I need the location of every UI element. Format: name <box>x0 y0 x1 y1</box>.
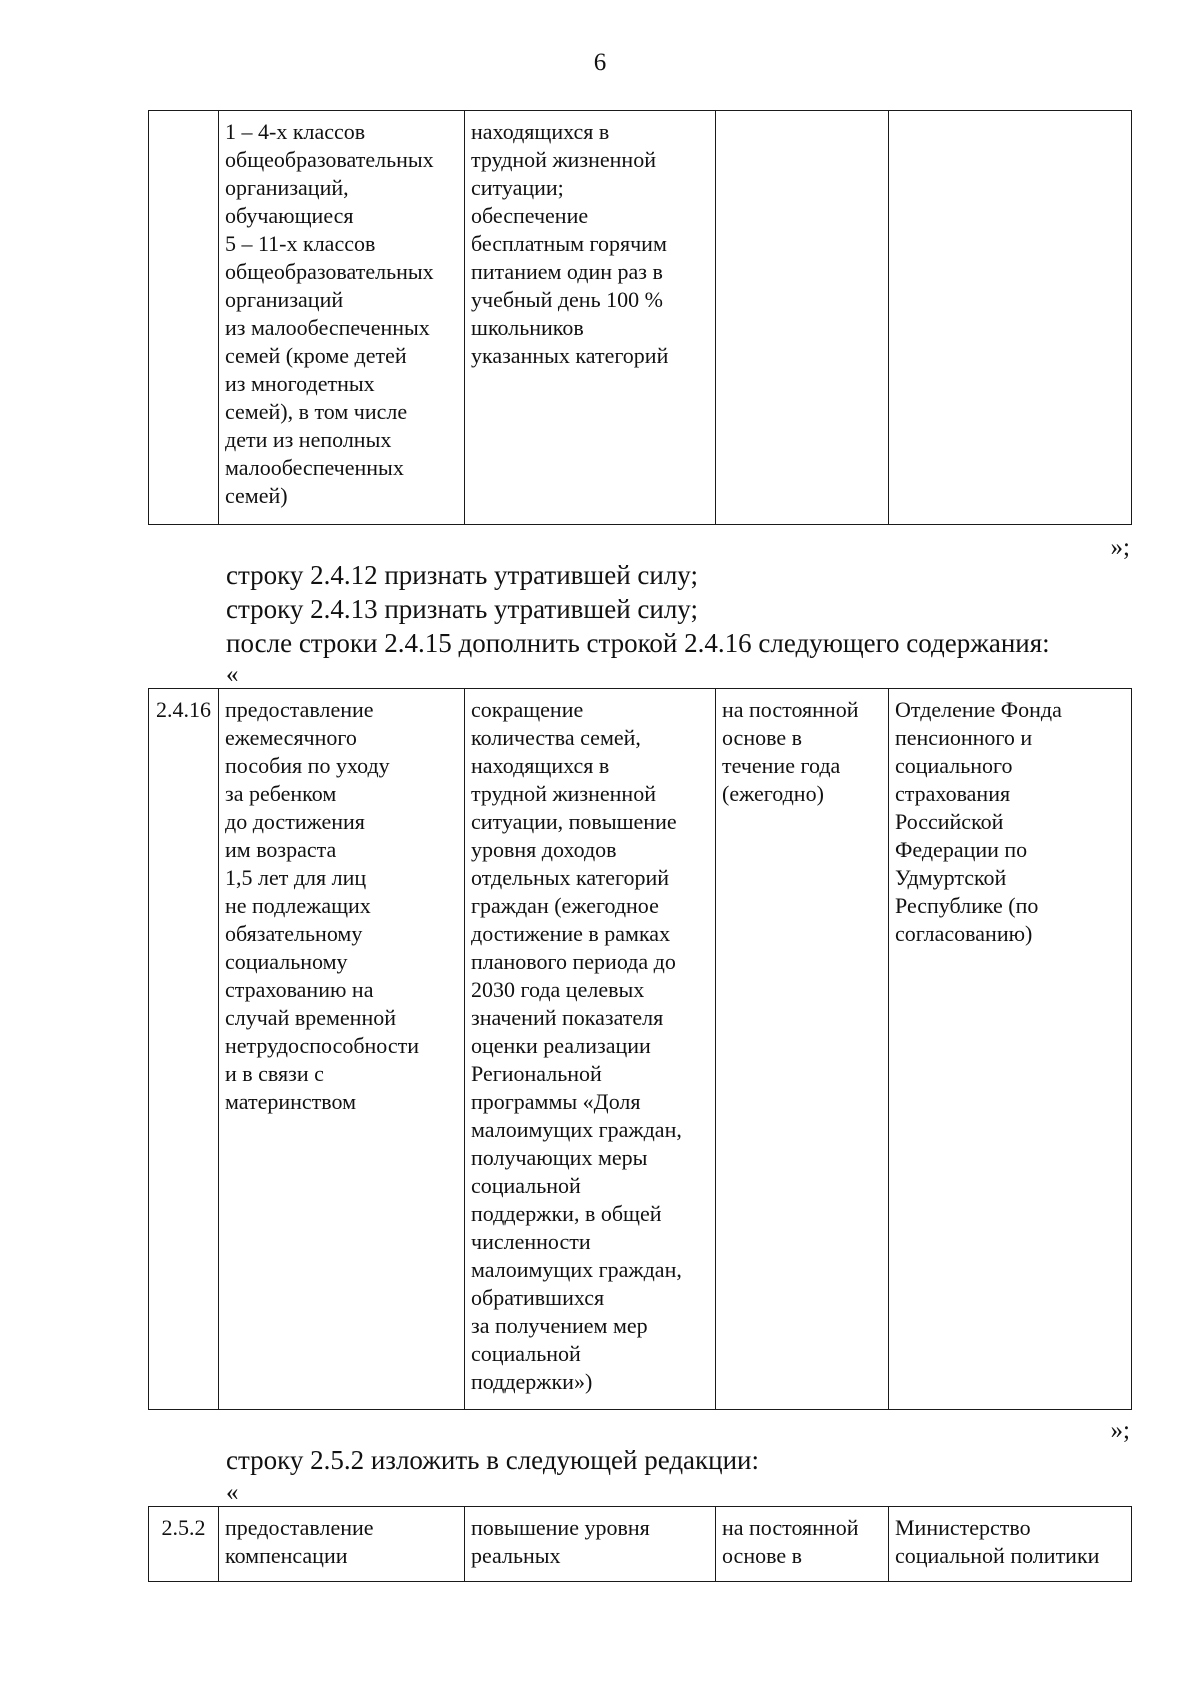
instruction-line: строку 2.4.13 признать утратившей силу; <box>226 594 698 624</box>
table-row <box>149 1507 1132 1582</box>
event-cell: предоставление ежемесячного пособия по уходу за ребенком до достижения им возраста 1,5 лет для лиц не подлежащих обязательному социальному страхованию на случай временной нетрудоспособности и в связи с материнством <box>219 689 465 1410</box>
closing-quote: »; <box>1110 1417 1130 1444</box>
opening-quote: « <box>226 661 239 688</box>
opening-quote: « <box>226 1479 239 1506</box>
page-number: 6 <box>593 49 607 76</box>
closing-quote: »; <box>1110 534 1130 561</box>
executor-cell <box>889 111 1132 525</box>
event-cell: предоставление компенсации <box>219 1507 465 1582</box>
instruction-line: строку 2.4.12 признать утратившей силу; <box>226 560 698 590</box>
row-number-cell <box>149 111 219 525</box>
instruction-line: строку 2.5.2 изложить в следующей редакции: <box>226 1445 760 1475</box>
instruction-line: после строки 2.4.15 дополнить строкой 2.4.16 следующего содержания: <box>226 628 1050 658</box>
result-cell: находящихся в трудной жизненной ситуации; обеспечение бесплатным горячим питанием один раз в учебный день 100 % школьников указанных категорий <box>465 111 716 525</box>
executor-cell: Отделение Фонда пенсионного и социального страхования Российской Федерации по Удмуртской Республике (по согласованию) <box>889 689 1132 1410</box>
row-number-cell: 2.5.2 <box>149 1507 219 1582</box>
measures-table-row-2-5-2 <box>148 1506 1132 1582</box>
measures-table-continuation <box>148 110 1132 525</box>
result-cell: повышение уровня реальных <box>465 1507 716 1582</box>
term-cell <box>716 111 889 525</box>
table-row <box>149 689 1132 1410</box>
term-cell: на постоянной основе в течение года (ежегодно) <box>716 689 889 1410</box>
event-cell: 1 – 4-х классов общеобразовательных организаций, обучающиеся 5 – 11-х классов общеобразовательных организаций из малообеспеченных семей (кроме детей из многодетных семей), в том числе дети из неполных малообеспеченных семей) <box>219 111 465 525</box>
term-cell: на постоянной основе в <box>716 1507 889 1582</box>
executor-cell: Министерство социальной политики <box>889 1507 1132 1582</box>
table-row <box>149 111 1132 525</box>
result-cell: сокращение количества семей, находящихся в трудной жизненной ситуации, повышение уровня доходов отдельных категорий граждан (ежегодное достижение в рамках планового периода до 2030 года целевых значений показателя оценки реализации Региональной программы «Доля малоимущих граждан, получающих меры социальной поддержки, в общей численности малоимущих граждан, обратившихся за получением мер социальной поддержки») <box>465 689 716 1410</box>
row-number-cell: 2.4.16 <box>149 689 219 1410</box>
measures-table-row-2-4-16 <box>148 688 1132 1410</box>
